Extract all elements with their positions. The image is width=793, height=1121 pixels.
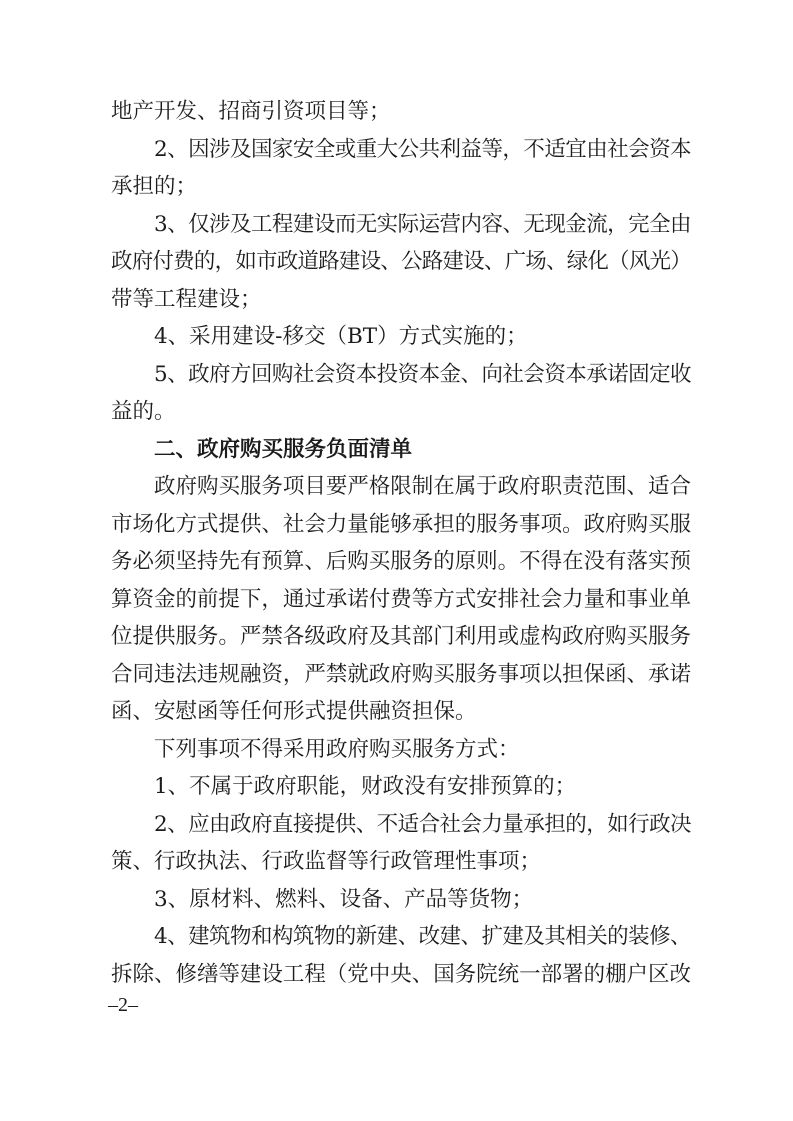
text-line: 益的。 (111, 399, 176, 424)
section-heading: 二、政府购买服务负面清单 (154, 436, 413, 462)
text-line: 承担的； (111, 174, 198, 199)
text-line: 4、建筑物和构筑物的新建、改建、扩建及其相关的装修、 (154, 924, 691, 949)
text-line: 3、仅涉及工程建设而无实际运营内容、无现金流，完全由 (154, 211, 691, 237)
document-body (111, 93, 691, 993)
text-line: 策、行政执法、行政监督等行政管理性事项； (111, 849, 542, 874)
text-line: 2、应由政府直接提供、不适合社会力量承担的，如行政决 (154, 811, 691, 837)
text-line: 2、因涉及国家安全或重大公共利益等，不适宜由社会资本 (154, 136, 691, 162)
text-line: 5、政府方回购社会资本投资本金、向社会资本承诺固定收 (154, 361, 691, 387)
text-line: 函、安慰函等任何形式提供融资担保。 (111, 699, 477, 724)
text-line: 1、不属于政府职能，财政没有安排预算的； (154, 774, 577, 799)
text-line: 政府付费的，如市政道路建设、公路建设、广场、绿化（风光） (111, 249, 691, 274)
text-line: 位提供服务。严禁各级政府及其部门利用或虚构政府购买服务 (111, 624, 691, 649)
text-line: 地产开发、招商引资项目等； (111, 99, 391, 124)
text-line: 带等工程建设； (111, 286, 262, 312)
text-line: 4、采用建设-移交（BT）方式实施的； (154, 324, 528, 349)
text-line: 算资金的前提下，通过承诺付费等方式安排社会力量和事业单 (111, 586, 691, 612)
text-line: 政府购买服务项目要严格限制在属于政府职责范围、适合 (154, 474, 691, 499)
text-line: 3、原材料、燃料、设备、产品等货物； (154, 886, 534, 912)
text-line: 务必须坚持先有预算、后购买服务的原则。不得在没有落实预 (111, 549, 691, 574)
text-line: 拆除、修缮等建设工程（党中央、国务院统一部署的棚户区改 (111, 961, 691, 987)
page-number: –2– (108, 994, 138, 1016)
text-line: 下列事项不得采用政府购买服务方式： (154, 736, 520, 762)
text-line: 合同违法违规融资，严禁就政府购买服务事项以担保函、承诺 (111, 661, 691, 687)
text-line: 市场化方式提供、社会力量能够承担的服务事项。政府购买服 (111, 511, 691, 537)
